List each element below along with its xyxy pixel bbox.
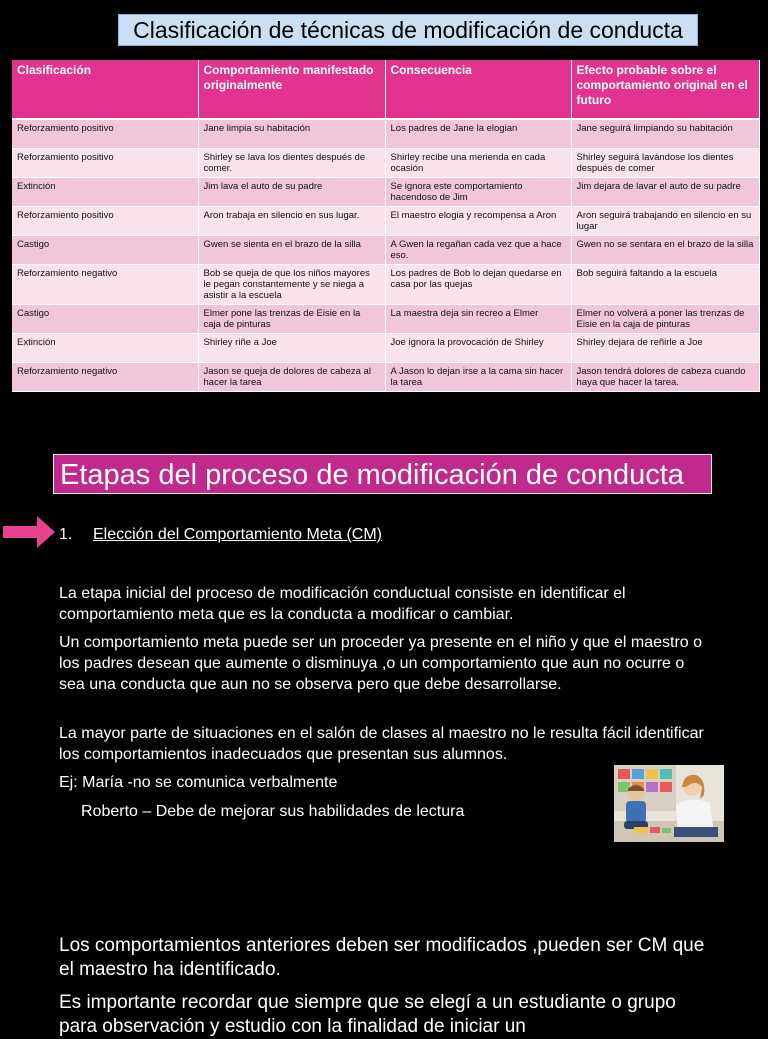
table-header-row <box>12 60 759 119</box>
table-row <box>12 207 759 236</box>
table-row <box>12 236 759 265</box>
column-header: Clasificación <box>12 60 198 119</box>
table-cell: Jane limpia su habitación <box>198 119 385 149</box>
table-cell: Elmer no volverá a poner las trenzas de Eisie en la caja de pinturas <box>571 305 759 334</box>
table-row <box>12 265 759 305</box>
table-row <box>12 178 759 207</box>
step-item <box>59 525 382 545</box>
table-cell: Los padres de Bob lo dejan quedarse en casa por las quejas <box>385 265 571 305</box>
table-cell: Jason tendrá dolores de cabeza cuando haya que hacer la tarea. <box>571 363 759 392</box>
techniques-table-container <box>12 60 759 392</box>
section-title: Etapas del proceso de modificación de conducta <box>53 454 712 494</box>
table-cell: Se ignora este comportamiento hacendoso de Jim <box>385 178 571 207</box>
example-line: Ej: María -no se comunica verbalmente <box>59 774 338 791</box>
column-header: Efecto probable sobre el comportamiento original en el futuro <box>571 60 759 119</box>
table-cell: Aron seguirá trabajando en silencio en su lugar <box>571 207 759 236</box>
slide-title: Clasificación de técnicas de modificación de conducta <box>118 14 698 46</box>
table-cell: Shirley recibe una merienda en cada ocasión <box>385 149 571 178</box>
table-row <box>12 363 759 392</box>
table-cell: Reforzamiento positivo <box>12 149 198 178</box>
table-cell: Reforzamiento negativo <box>12 265 198 305</box>
table-cell: Jane seguirá limpiando su habitación <box>571 119 759 149</box>
table-cell: Castigo <box>12 236 198 265</box>
table-cell: Shirley se lava los dientes después de comer. <box>198 149 385 178</box>
table-cell: Gwen no se sentara en el brazo de la silla <box>571 236 759 265</box>
table-row <box>12 119 759 149</box>
table-cell: Shirley riñe a Joe <box>198 334 385 363</box>
column-header: Consecuencia <box>385 60 571 119</box>
table-cell: Reforzamiento positivo <box>12 119 198 149</box>
paragraph: Un comportamiento meta puede ser un proceder ya presente en el niño y que el maestro o los padres desean que aumente o disminuya ,o un comportamiento que aun no ocurre o sea una conducta que aun no se observa pero que debe desarrollarse. <box>59 634 703 693</box>
table-cell: La maestra deja sin recreo a Elmer <box>385 305 571 334</box>
table-cell: Gwen se sienta en el brazo de la silla <box>198 236 385 265</box>
closing-paragraph: Los comportamientos anteriores deben ser modificados ,pueden ser CM que el maestro ha identificado. <box>59 935 705 980</box>
table-cell: A Gwen la regañan cada vez que a hace eso. <box>385 236 571 265</box>
table-cell: Jim dejara de lavar el auto de su padre <box>571 178 759 207</box>
table-cell: Los padres de Jane la elogian <box>385 119 571 149</box>
table-cell: Castigo <box>12 305 198 334</box>
table-cell: Extinción <box>12 334 198 363</box>
step-number: 1. <box>59 526 73 543</box>
paragraph: La etapa inicial del proceso de modificación conductual consiste en identificar el comportamiento meta que es la conducta a modificar o cambiar. <box>59 585 626 623</box>
table-cell: Joe ignora la provocación de Shirley <box>385 334 571 363</box>
column-header: Comportamiento manifestado originalmente <box>198 60 385 119</box>
table-cell: Reforzamiento negativo <box>12 363 198 392</box>
table-cell: Extinción <box>12 178 198 207</box>
paragraph: La mayor parte de situaciones en el salón de clases al maestro no le resulta fácil identificar los comportamientos inadecuados que presentan sus alumnos. <box>59 725 704 763</box>
table-cell: Aron trabaja en silencio en sus lugar. <box>198 207 385 236</box>
right-arrow-icon <box>3 516 55 548</box>
closing-paragraph: Es importante recordar que siempre que se elegí a un estudiante o grupo para observación y estudio con la finalidad de iniciar un <box>59 992 676 1037</box>
techniques-table <box>12 60 760 392</box>
table-row <box>12 305 759 334</box>
table-row <box>12 149 759 178</box>
table-cell: Jason se queja de dolores de cabeza al hacer la tarea <box>198 363 385 392</box>
table-row <box>12 334 759 363</box>
table-cell: Bob se queja de que los niños mayores le pegan constantemente y se niega a asistir a la escuela <box>198 265 385 305</box>
example-line: Roberto – Debe de mejorar sus habilidades de lectura <box>81 803 465 820</box>
table-cell: Jim lava el auto de su padre <box>198 178 385 207</box>
step-label: Elección del Comportamiento Meta (CM) <box>93 526 382 543</box>
table-cell: Elmer pone las trenzas de Eisie en la caja de pinturas <box>198 305 385 334</box>
table-cell: El maestro elogia y recompensa a Aron <box>385 207 571 236</box>
table-cell: A Jason lo dejan irse a la cama sin hacer la tarea <box>385 363 571 392</box>
table-cell: Shirley seguirá lavándose los dientes después de comer <box>571 149 759 178</box>
table-cell: Shirley dejara de reñirle a Joe <box>571 334 759 363</box>
table-cell: Reforzamiento positivo <box>12 207 198 236</box>
table-cell: Bob seguirá faltando a la escuela <box>571 265 759 305</box>
teacher-child-photo <box>614 765 724 842</box>
